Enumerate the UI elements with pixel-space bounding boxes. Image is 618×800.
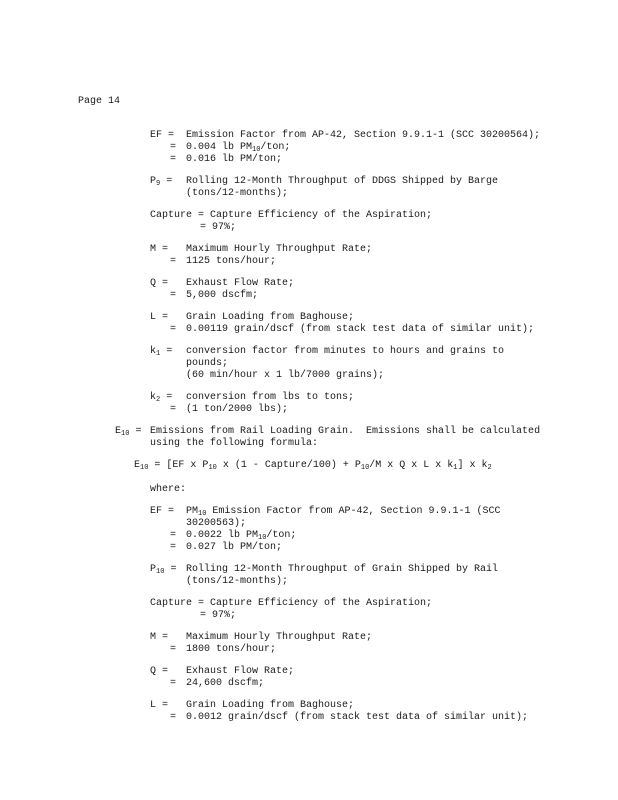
k2-eq: = <box>170 404 177 415</box>
ef-value-2: 0.016 lb PM/ton; <box>186 154 283 165</box>
ef2-eq-2: = <box>170 542 177 553</box>
e10-symbol: $E_{10}$ = <box>115 426 142 438</box>
l2-value: 0.0012 grain/dscf (from stack test data of similar unit); <box>186 712 529 723</box>
p10-definition: Rolling 12-Month Throughput of Grain Shipped by Rail <box>186 564 499 575</box>
capture1-value: = 97%; <box>200 222 237 233</box>
q2-lhs: Q = <box>150 666 169 677</box>
m1-label: Maximum Hourly Throughput Rate; <box>186 244 373 255</box>
page-header: Page 14 <box>78 96 121 107</box>
q2-value: 24,600 dscfm; <box>186 678 265 689</box>
ef2-definition: $PM_{10}$ Emission Factor from AP-42, Section 9.9.1-1 (SCC <box>186 506 501 518</box>
l1-label: Grain Loading from Baghouse; <box>186 312 355 323</box>
k1-definition: conversion factor from minutes to hours and grains to <box>186 346 505 357</box>
l1-eq: = <box>170 324 177 335</box>
k2-value: (1 ton/2000 lbs); <box>186 404 289 415</box>
p9-units: (tons/12-months); <box>186 188 289 199</box>
l2-eq: = <box>170 712 177 723</box>
ef-lhs: EF = <box>150 130 175 141</box>
ef2-definition-cont: 30200563); <box>186 518 247 529</box>
m2-value: 1800 tons/hour; <box>186 644 277 655</box>
m1-lhs: M = <box>150 244 169 255</box>
m1-eq: = <box>170 256 177 267</box>
m2-label: Maximum Hourly Throughput Rate; <box>186 632 373 643</box>
e10-definition: Emissions from Rail Loading Grain. Emissions shall be calculated <box>150 426 541 437</box>
p10-symbol: $P_{10}$ = <box>150 564 177 576</box>
q2-eq: = <box>170 678 177 689</box>
capture2-definition: Capture = Capture Efficiency of the Aspiration; <box>150 598 433 609</box>
ef2-value-1: 0.0022 lb $PM_{10}$/ton; <box>186 530 297 542</box>
ef-definition: Emission Factor from AP-42, Section 9.9.1-1 (SCC 30200564); <box>186 130 541 141</box>
q1-lhs: Q = <box>150 278 169 289</box>
ef2-eq-1: = <box>170 530 177 541</box>
k2-symbol: $k_2$ = <box>150 392 173 404</box>
k1-definition-cont: pounds; <box>186 358 229 369</box>
m2-eq: = <box>170 644 177 655</box>
k2-definition: conversion from lbs to tons; <box>186 392 355 403</box>
ef2-value-2: 0.027 lb PM/ton; <box>186 542 283 553</box>
p10-units: (tons/12-months); <box>186 576 289 587</box>
p9-symbol: $P_9$ = <box>150 176 173 188</box>
k1-value: (60 min/hour x 1 lb/7000 grains); <box>186 370 385 381</box>
where-label: where: <box>150 484 187 495</box>
q2-label: Exhaust Flow Rate; <box>186 666 295 677</box>
m1-value: 1125 tons/hour; <box>186 256 277 267</box>
ef-eq-1: = <box>170 142 177 153</box>
q1-eq: = <box>170 290 177 301</box>
e10-formula: $E_{10} = [EF$ x $P_{10}$ x (1 - Capture/100) + $P_{10}/M$ x Q x L x $k_1$] x $k_2$ <box>134 460 492 472</box>
l1-value: 0.00119 grain/dscf (from stack test data of similar unit); <box>186 324 535 335</box>
capture2-value: = 97%; <box>200 610 237 621</box>
q1-label: Exhaust Flow Rate; <box>186 278 295 289</box>
ef2-lhs: EF = <box>150 506 175 517</box>
k1-symbol: $k_1$ = <box>150 346 173 358</box>
ef-eq-2: = <box>170 154 177 165</box>
l1-lhs: L = <box>150 312 169 323</box>
e10-definition-cont: using the following formula: <box>150 438 319 449</box>
q1-value: 5,000 dscfm; <box>186 290 259 301</box>
m2-lhs: M = <box>150 632 169 643</box>
capture1-definition: Capture = Capture Efficiency of the Aspiration; <box>150 210 433 221</box>
p9-definition: Rolling 12-Month Throughput of DDGS Shipped by Barge <box>186 176 499 187</box>
l2-lhs: L = <box>150 700 169 711</box>
ef-value-1: 0.004 lb $PM_{10}$/ton; <box>186 142 291 154</box>
l2-label: Grain Loading from Baghouse; <box>186 700 355 711</box>
